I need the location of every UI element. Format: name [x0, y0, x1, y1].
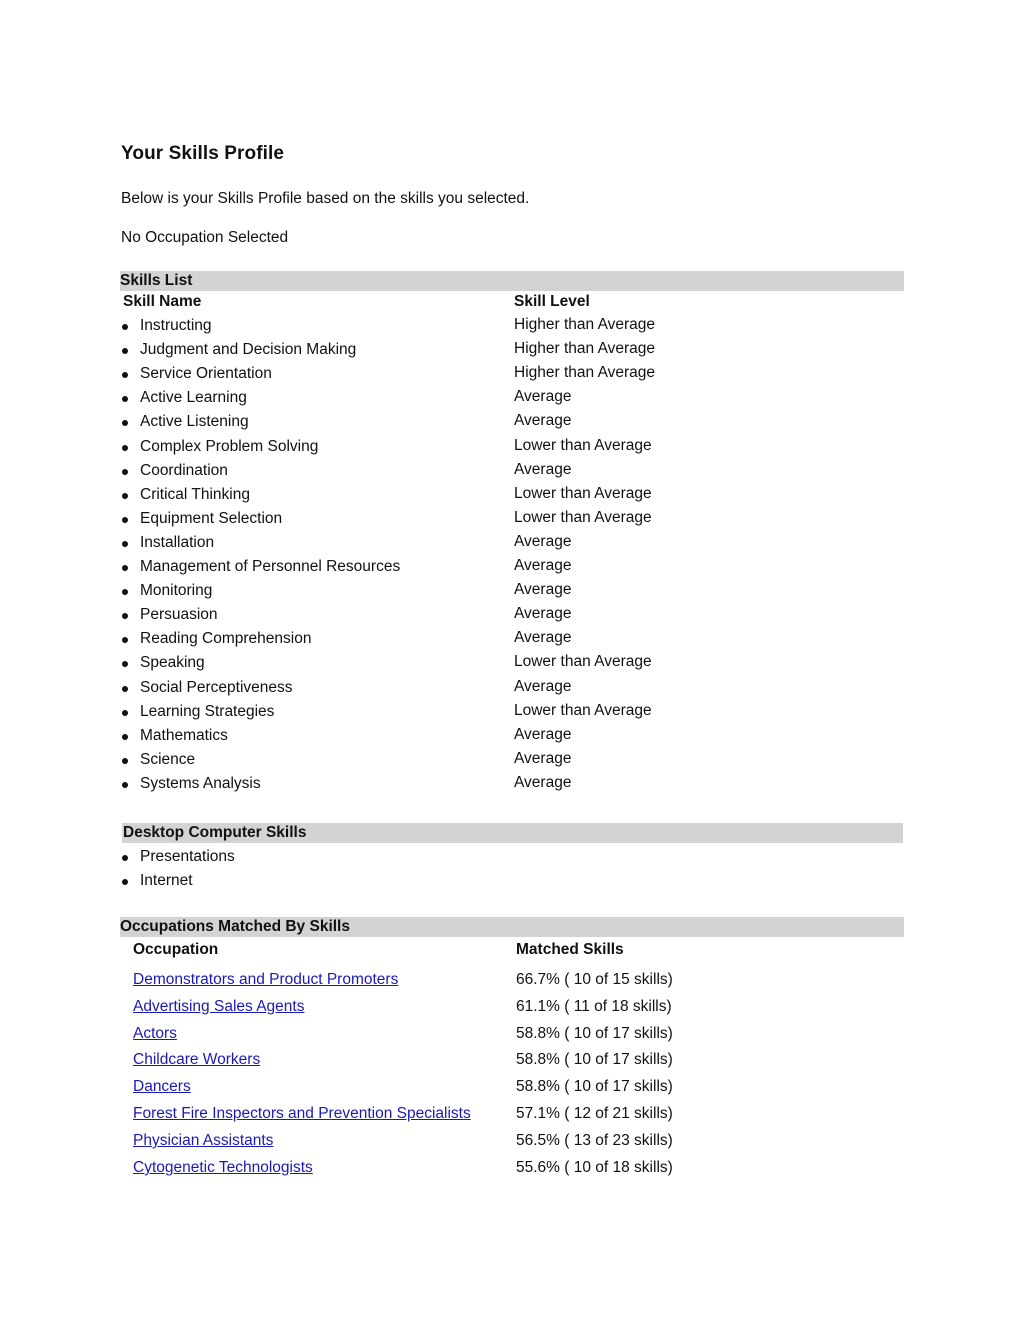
matched-skills-value: 58.8% ( 10 of 17 skills) [516, 1051, 673, 1068]
bullet-icon [122, 782, 128, 788]
skill-name: Systems Analysis [140, 775, 261, 792]
skill-level: Lower than Average [514, 437, 652, 454]
bullet-icon [122, 396, 128, 402]
matched-skills-value: 66.7% ( 10 of 15 skills) [516, 971, 673, 988]
bullet-icon [122, 493, 128, 499]
skill-level: Higher than Average [514, 364, 656, 381]
matched-skills-value: 61.1% ( 11 of 18 skills) [516, 998, 672, 1015]
skill-row [0, 676, 1024, 700]
skill-level: Higher than Average [514, 316, 656, 333]
skill-name: Reading Comprehension [140, 630, 312, 647]
occupation-row [0, 1102, 1024, 1126]
skill-name: Persuasion [140, 606, 218, 623]
skill-level: Lower than Average [514, 702, 652, 719]
bullet-icon [122, 879, 128, 885]
skill-row [0, 772, 1024, 796]
matched-skills-value: 58.8% ( 10 of 17 skills) [516, 1078, 673, 1095]
bullet-icon [122, 855, 128, 861]
intro-text: Below is your Skills Profile based on the skills you selected. [121, 190, 530, 207]
desktop-skills-heading: Desktop Computer Skills [123, 824, 307, 841]
page-title: Your Skills Profile [121, 143, 285, 164]
skill-name: Social Perceptiveness [140, 679, 293, 696]
skill-name: Active Learning [140, 389, 247, 406]
skill-level: Average [514, 557, 572, 574]
skill-row [0, 603, 1024, 627]
occupation-link[interactable]: Forest Fire Inspectors and Prevention Specialists [133, 1105, 471, 1122]
skill-level: Average [514, 750, 572, 767]
matched-skills-value: 57.1% ( 12 of 21 skills) [516, 1105, 673, 1122]
skill-name: Equipment Selection [140, 510, 283, 527]
skill-name: Service Orientation [140, 365, 272, 382]
desktop-skill-name: Presentations [140, 848, 235, 865]
bullet-icon [122, 734, 128, 740]
skill-name: Science [140, 751, 196, 768]
skill-level-column-header: Skill Level [514, 293, 590, 310]
skill-level: Lower than Average [514, 485, 652, 502]
occupation-link[interactable]: Physician Assistants [133, 1132, 274, 1149]
skill-row [0, 362, 1024, 386]
skill-row [0, 338, 1024, 362]
skill-level: Average [514, 461, 572, 478]
occupations-header [120, 917, 904, 937]
skill-row [0, 483, 1024, 507]
skill-name: Monitoring [140, 582, 213, 599]
skill-level: Average [514, 774, 572, 791]
occupation-link[interactable]: Demonstrators and Product Promoters [133, 971, 399, 988]
desktop-skills-header [122, 823, 903, 843]
skill-row [0, 507, 1024, 531]
occupation-row [0, 1129, 1024, 1153]
skill-row [0, 651, 1024, 675]
occupation-link[interactable]: Cytogenetic Technologists [133, 1159, 313, 1176]
bullet-icon [122, 686, 128, 692]
occupation-row [0, 1075, 1024, 1099]
skill-name: Mathematics [140, 727, 228, 744]
bullet-icon [122, 469, 128, 475]
skill-level: Average [514, 388, 572, 405]
skill-name: Coordination [140, 462, 228, 479]
occupation-link[interactable]: Actors [133, 1025, 177, 1042]
skill-row [0, 724, 1024, 748]
bullet-icon [122, 565, 128, 571]
matched-skills-value: 58.8% ( 10 of 17 skills) [516, 1025, 673, 1042]
bullet-icon [122, 661, 128, 667]
desktop-skill-name: Internet [140, 872, 193, 889]
skill-row [0, 314, 1024, 338]
skill-level: Lower than Average [514, 509, 652, 526]
skill-level: Lower than Average [514, 653, 652, 670]
skill-level: Average [514, 412, 572, 429]
skill-name: Active Listening [140, 413, 249, 430]
occupations-heading: Occupations Matched By Skills [120, 918, 350, 935]
skill-name: Instructing [140, 317, 212, 334]
occupation-link[interactable]: Childcare Workers [133, 1051, 261, 1068]
occupation-link[interactable]: Advertising Sales Agents [133, 998, 305, 1015]
bullet-icon [122, 613, 128, 619]
bullet-icon [122, 541, 128, 547]
skill-row [0, 459, 1024, 483]
occupation-status: No Occupation Selected [121, 229, 289, 246]
occupation-row [0, 968, 1024, 992]
occupation-row [0, 1022, 1024, 1046]
skill-row [0, 386, 1024, 410]
skills-list-header [120, 271, 904, 291]
skill-row [0, 627, 1024, 651]
skill-name: Speaking [140, 654, 205, 671]
skill-name: Installation [140, 534, 215, 551]
skill-level: Average [514, 605, 572, 622]
skill-row [0, 748, 1024, 772]
occupation-column-header: Occupation [133, 941, 219, 958]
bullet-icon [122, 637, 128, 643]
bullet-icon [122, 372, 128, 378]
skill-level: Average [514, 678, 572, 695]
occupation-row [0, 995, 1024, 1019]
occupation-row [0, 1156, 1024, 1180]
bullet-icon [122, 420, 128, 426]
skill-row [0, 531, 1024, 555]
skill-level: Average [514, 629, 572, 646]
bullet-icon [122, 710, 128, 716]
skill-level: Average [514, 726, 572, 743]
skills-list-heading: Skills List [120, 272, 193, 289]
skill-level: Average [514, 533, 572, 550]
skill-name: Critical Thinking [140, 486, 250, 503]
desktop-skill-row [0, 845, 1024, 869]
skill-name: Judgment and Decision Making [140, 341, 357, 358]
bullet-icon [122, 758, 128, 764]
desktop-skill-row [0, 869, 1024, 893]
skill-name: Complex Problem Solving [140, 438, 319, 455]
occupation-row [0, 1048, 1024, 1072]
occupation-link[interactable]: Dancers [133, 1078, 191, 1095]
skill-level: Higher than Average [514, 340, 656, 357]
bullet-icon [122, 348, 128, 354]
skill-row [0, 410, 1024, 434]
matched-skills-value: 55.6% ( 10 of 18 skills) [516, 1159, 673, 1176]
skill-name: Learning Strategies [140, 703, 275, 720]
bullet-icon [122, 324, 128, 330]
skill-level: Average [514, 581, 572, 598]
bullet-icon [122, 517, 128, 523]
skill-row [0, 555, 1024, 579]
matched-skills-value: 56.5% ( 13 of 23 skills) [516, 1132, 673, 1149]
bullet-icon [122, 445, 128, 451]
bullet-icon [122, 589, 128, 595]
skill-row [0, 700, 1024, 724]
matched-skills-column-header: Matched Skills [516, 941, 624, 958]
skill-row [0, 579, 1024, 603]
skill-name: Management of Personnel Resources [140, 558, 401, 575]
skill-row [0, 435, 1024, 459]
skill-name-column-header: Skill Name [123, 293, 202, 310]
